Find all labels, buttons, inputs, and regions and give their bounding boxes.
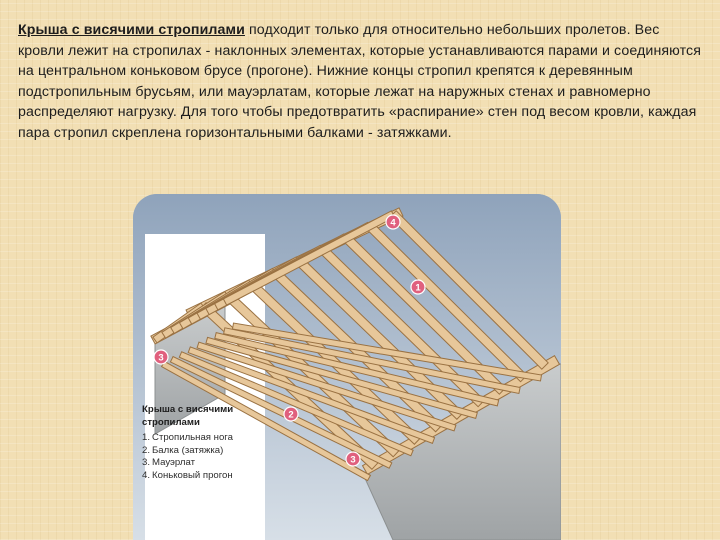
legend-item-label: Стропильная нога	[152, 432, 233, 443]
legend-title-line1: Крыша с висячими	[142, 404, 234, 415]
description-body: подходит только для относительно небольших пролетов. Вес кровли лежит на стропилах - наклонных элементах, которые устанавливаются парами и соединяются на центральном коньковом брусе (прогоне). Нижние концы стропил крепятся к деревянным подстропильным брусьям, или мауэрлатам, которые лежат на наружных стенах и равномерно распределяют нагрузку. Для того чтобы предотвратить «распирание» стен под весом кровли, каждая пара стропил скреплена горизонтальными балками - затяжками.	[18, 22, 702, 141]
roof-diagram	[133, 194, 561, 540]
legend-item	[142, 470, 282, 483]
callout-marker-label: 3	[350, 454, 356, 466]
legend-item-label: Мауэрлат	[152, 457, 196, 468]
legend-item	[142, 445, 282, 458]
legend-title	[142, 404, 282, 429]
description-lead: Крыша с висячими стропилами	[18, 22, 245, 38]
callout-marker-label: 4	[390, 217, 396, 229]
legend-item-number: 3.	[142, 457, 151, 468]
legend-item-number: 4.	[142, 469, 151, 481]
legend-list	[142, 432, 282, 482]
description-text	[18, 20, 708, 144]
legend-item-number: 2.	[142, 444, 151, 456]
callout-marker-label: 1	[415, 282, 421, 294]
callout-marker-label: 2	[288, 409, 294, 421]
legend-title-line2: стропилами	[142, 416, 200, 428]
callout-marker-label: 3	[158, 352, 164, 364]
legend-item-label: Коньковый прогон	[152, 469, 233, 481]
legend-item-number: 1.	[142, 432, 151, 443]
roof-illustration	[133, 194, 561, 540]
diagram-legend	[142, 404, 282, 482]
legend-item	[142, 457, 282, 470]
legend-item	[142, 432, 282, 445]
legend-item-label: Балка (затяжка)	[152, 444, 224, 456]
